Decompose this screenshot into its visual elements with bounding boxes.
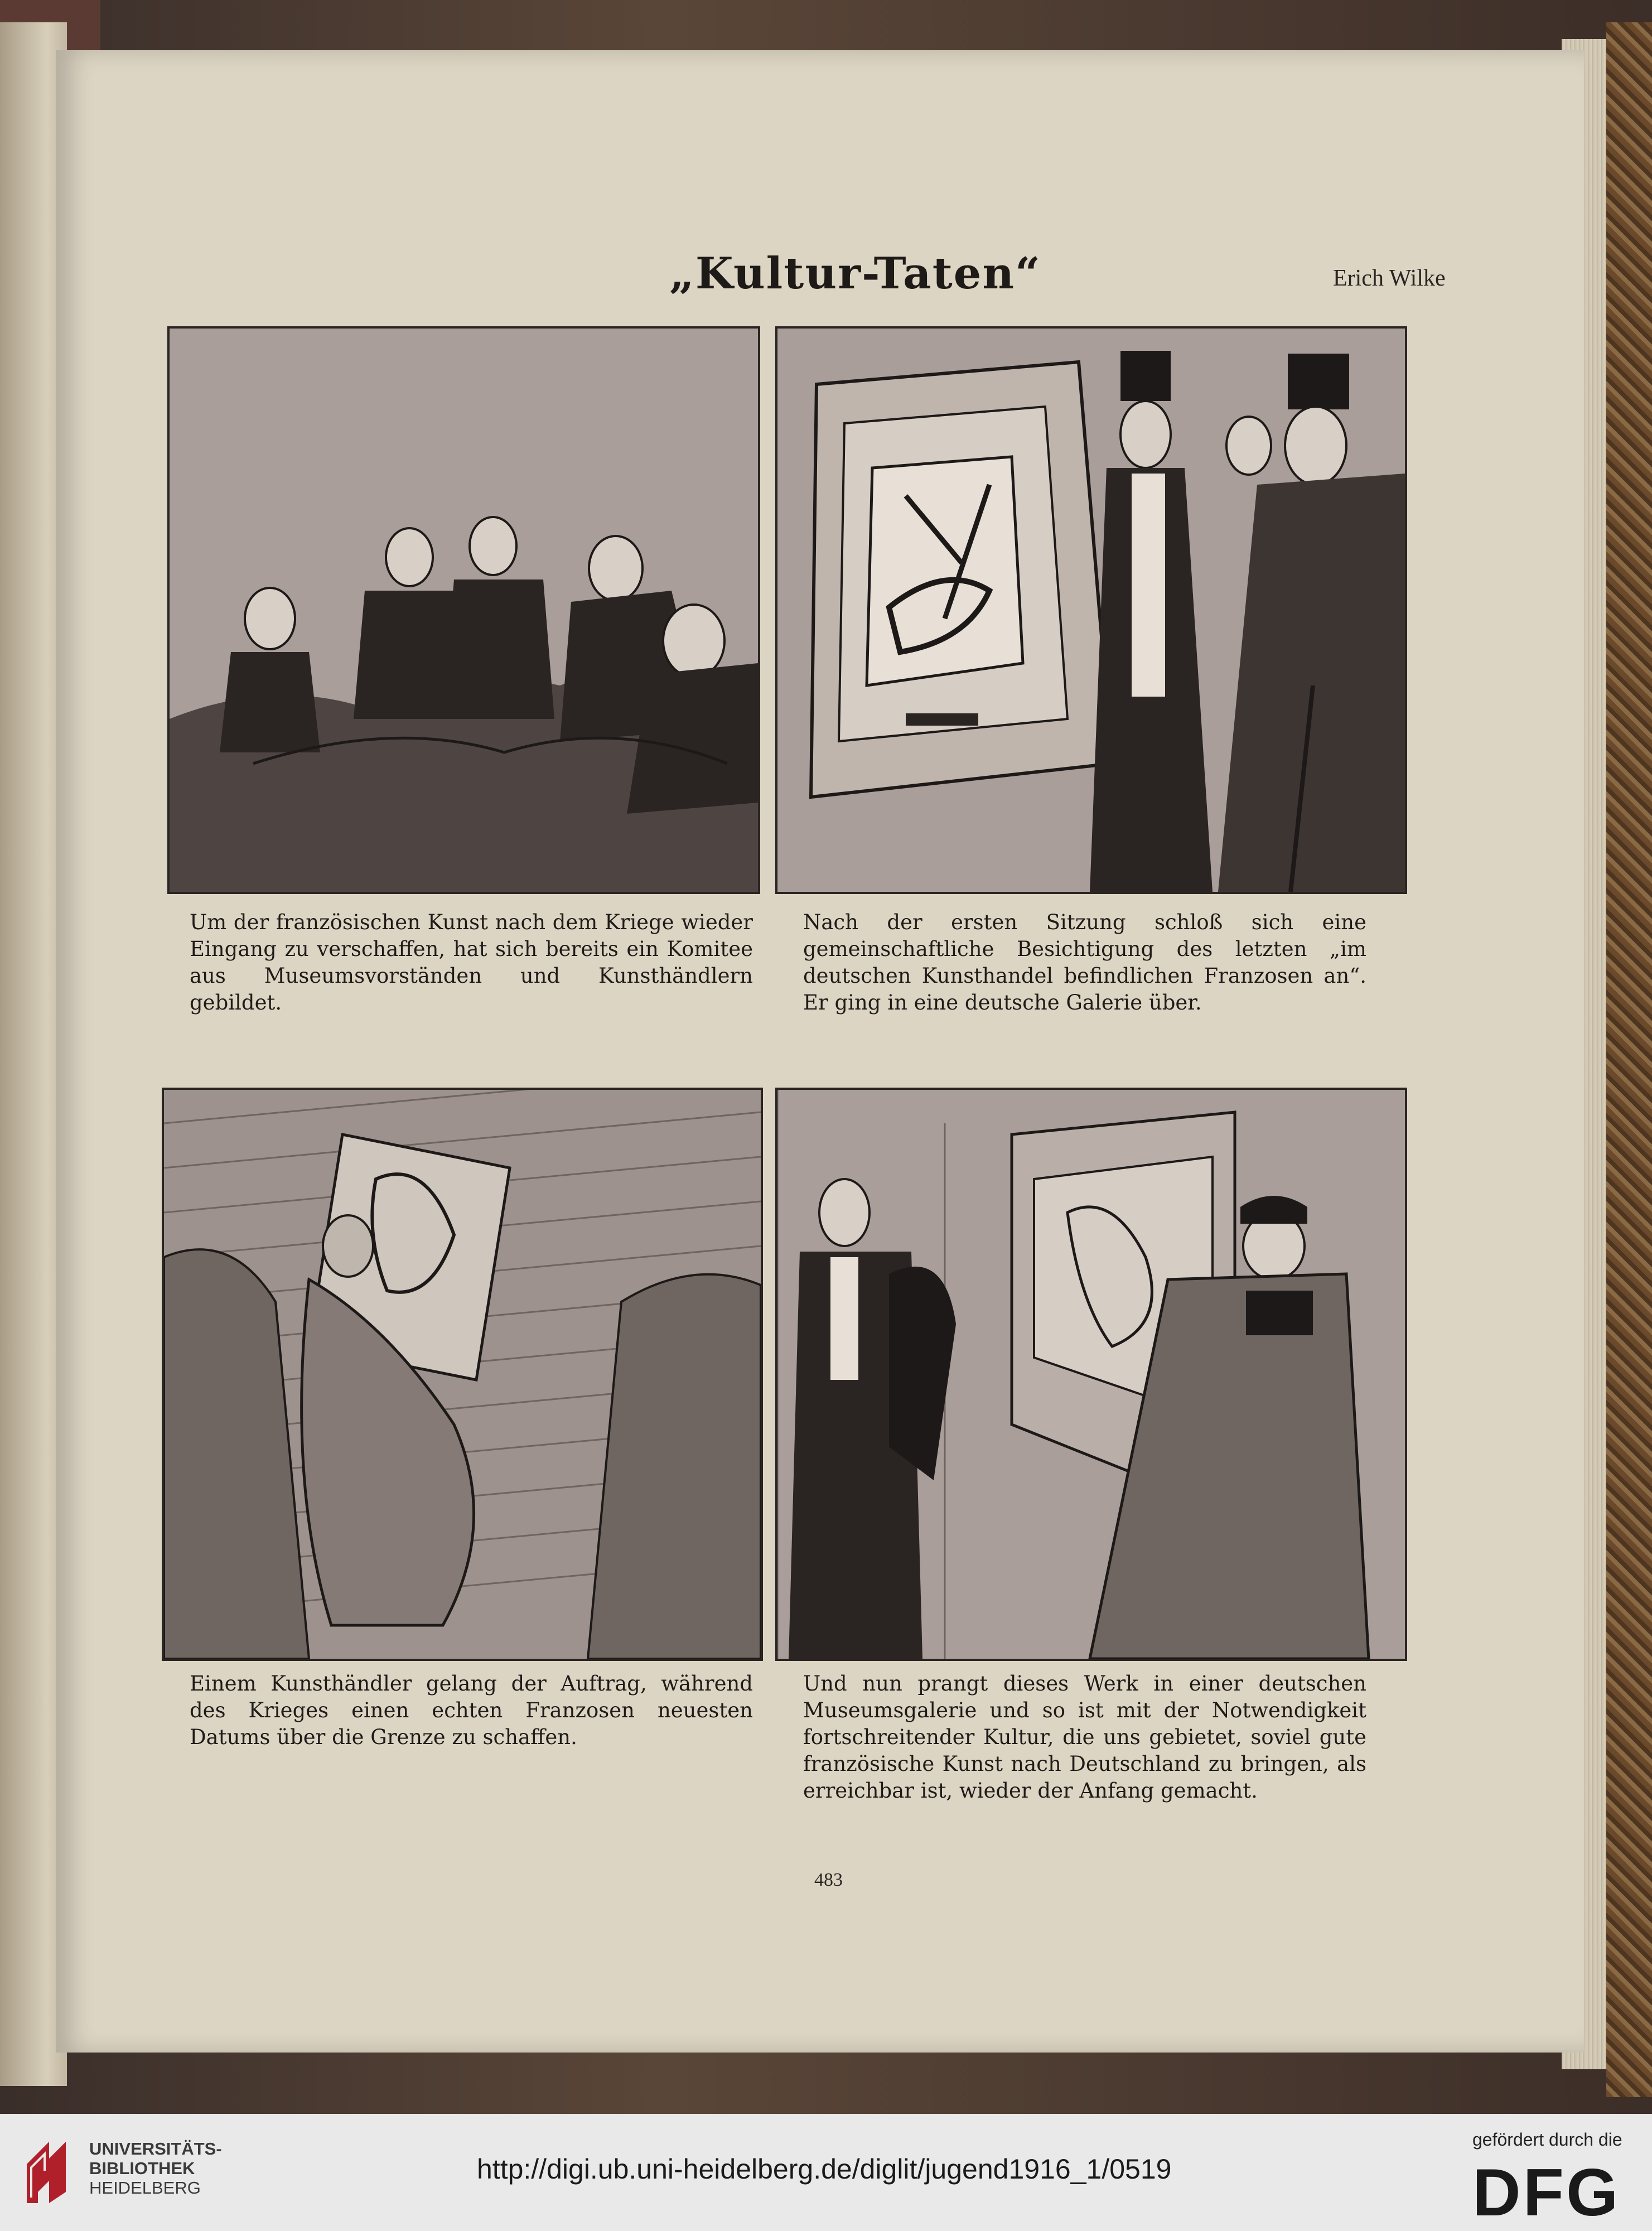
library-name-line-1: UNIVERSITÄTS-	[89, 2139, 222, 2158]
article-author: Erich Wilke	[1333, 265, 1446, 291]
dfg-logo: DFG	[1472, 2155, 1621, 2230]
library-name	[89, 2139, 222, 2198]
page-number: 483	[814, 1870, 843, 1890]
smuggling-drawing	[164, 1090, 761, 1659]
illustration-panel-committee	[167, 326, 760, 894]
funding-note: gefördert durch die	[1472, 2129, 1622, 2150]
illustration-panel-museum	[775, 1088, 1407, 1661]
caption-panel-2: Nach der ersten Sitzung schloß sich eine gemeinschaftliche Besichtigung des letzten „im deutschen Kunsthandel befindlichen Franzosen an“. Er ging in eine deutsche Galerie über.	[803, 910, 1366, 1015]
digitization-footer	[0, 2114, 1652, 2231]
marbled-cover	[1606, 22, 1652, 2097]
museum-drawing	[777, 1090, 1405, 1659]
illustration-panel-smuggling	[162, 1088, 763, 1661]
gallery-visit-drawing	[777, 329, 1405, 892]
university-library-logo-icon	[16, 2131, 77, 2209]
magazine-page	[56, 50, 1584, 2053]
illustration-panel-gallery-visit	[775, 326, 1407, 894]
caption-panel-4: Und nun prangt dieses Werk in einer deutschen Museumsgalerie und so ist mit der Notwendigkeit fortschreitender Kultur, die uns gebietet, soviel gute französische Kunst nach Deutschland zu bringen, als erreichbar ist, wieder der Anfang gemacht.	[803, 1672, 1366, 1803]
caption-panel-3: Einem Kunsthändler gelang der Auftrag, während des Krieges einen echten Franzosen neuesten Datums über die Grenze zu schaffen.	[190, 1672, 753, 1749]
article-title: „Kultur-Taten“	[669, 248, 1041, 299]
source-url-link[interactable]: http://digi.ub.uni-heidelberg.de/diglit/jugend1916_1/0519	[477, 2153, 1172, 2185]
library-name-line-2: BIBLIOTHEK	[89, 2158, 195, 2178]
library-name-line-3: HEIDELBERG	[89, 2178, 201, 2198]
caption-panel-1: Um der französischen Kunst nach dem Kriege wieder Eingang zu verschaffen, hat sich bereits ein Komitee aus Museumsvorständen und Kunsthändlern gebildet.	[190, 910, 753, 1015]
committee-drawing	[170, 329, 758, 892]
